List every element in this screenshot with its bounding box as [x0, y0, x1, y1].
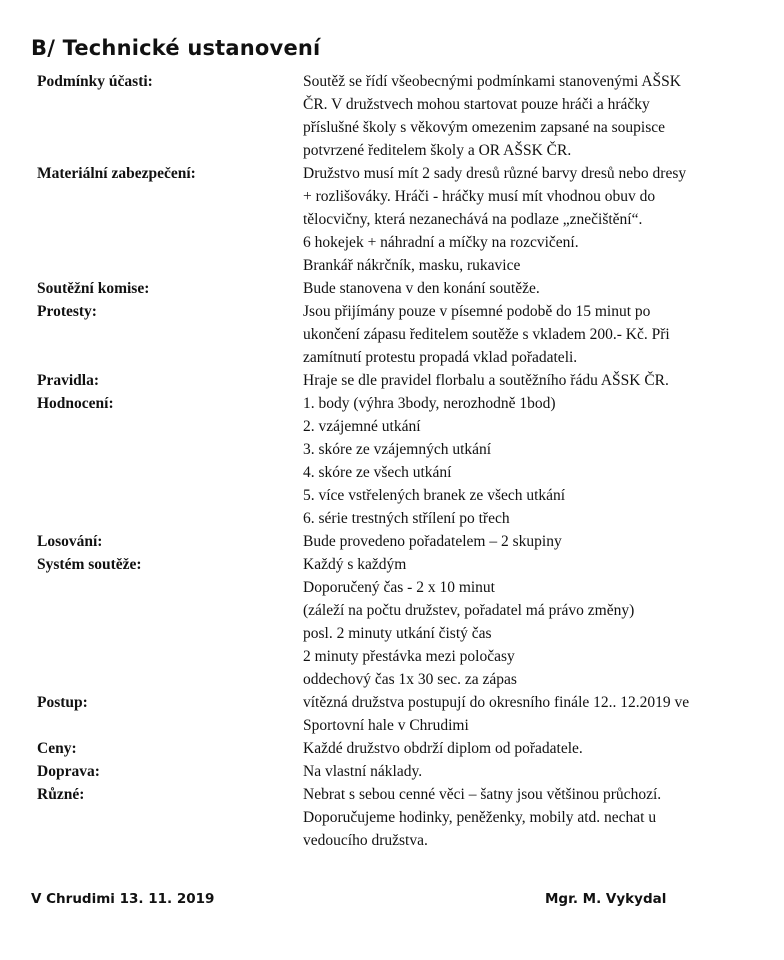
- rule-label: Postup:: [37, 694, 88, 711]
- rule-value-line: 1. body (výhra 3body, nerozhodně 1bod): [303, 395, 556, 412]
- rule-value: [303, 530, 757, 553]
- rule-value-line: ČR. V družstvech mohou startovat pouze hráči a hráčky: [303, 96, 650, 113]
- rule-value-line: Brankář nákrčník, masku, rukavice: [303, 257, 521, 274]
- rule-value-line: Hraje se dle pravidel florbalu a soutěžního řádu AŠSK ČR.: [303, 372, 669, 389]
- rule-value: [303, 70, 757, 162]
- rule-value: [303, 737, 757, 760]
- rule-value-line: Sportovní hale v Chrudimi: [303, 717, 469, 734]
- rule-row: [37, 369, 757, 392]
- rule-label: Podmínky účasti:: [37, 73, 153, 90]
- rule-value-line: Každé družstvo obdrží diplom od pořadatele.: [303, 740, 583, 757]
- rule-value: [303, 783, 757, 852]
- rule-row: [37, 737, 757, 760]
- rule-value-line: posl. 2 minuty utkání čistý čas: [303, 625, 492, 642]
- rule-label: Systém soutěže:: [37, 556, 142, 573]
- rule-row: [37, 783, 757, 852]
- rule-row: [37, 760, 757, 783]
- rule-value: [303, 392, 757, 530]
- rule-value-line: 5. více vstřelených branek ze všech utkání: [303, 487, 566, 504]
- rule-row: [37, 553, 757, 691]
- rule-value: [303, 369, 757, 392]
- rule-value-line: Jsou přijímány pouze v písemné podobě do 15 minut po: [303, 303, 651, 320]
- rule-value-line: příslušné školy s věkovým omezenim zapsané na soupisce: [303, 119, 666, 136]
- rule-value-line: 2 minuty přestávka mezi poločasy: [303, 648, 515, 665]
- rule-value-line: Nebrat s sebou cenné věci – šatny jsou většinou průchozí.: [303, 786, 662, 803]
- rule-value-line: 3. skóre ze vzájemných utkání: [303, 441, 492, 458]
- rule-label: Různé:: [37, 786, 85, 803]
- rule-value-line: vítězná družstva postupují do okresního finále 12.. 12.2019 ve: [303, 694, 690, 711]
- signature: Mgr. M. Vykydal: [545, 891, 667, 907]
- rule-value-line: 6. série trestných střílení po třech: [303, 510, 510, 527]
- rule-row: [37, 277, 757, 300]
- rule-value-line: Doporučujeme hodinky, peněženky, mobily atd. nechat u: [303, 809, 657, 826]
- rule-label: Pravidla:: [37, 372, 99, 389]
- rule-value-line: Soutěž se řídí všeobecnými podmínkami stanovenými AŠSK: [303, 73, 681, 90]
- rule-value: [303, 691, 757, 737]
- rule-value-line: vedoucího družstva.: [303, 832, 428, 849]
- rule-value-line: Družstvo musí mít 2 sady dresů různé barvy dresů nebo dresy: [303, 165, 687, 182]
- rule-value-line: Každý s každým: [303, 556, 407, 573]
- rule-value-line: potvrzené ředitelem školy a OR AŠSK ČR.: [303, 142, 572, 159]
- rule-label: Protesty:: [37, 303, 97, 320]
- rule-value: [303, 277, 757, 300]
- rule-value-line: 2. vzájemné utkání: [303, 418, 421, 435]
- rule-row: [37, 691, 757, 737]
- rule-label: Doprava:: [37, 763, 100, 780]
- rule-label: Materiální zabezpečení:: [37, 165, 196, 182]
- rule-value-line: tělocvičny, která nezanechává na podlaze „znečištění“.: [303, 211, 643, 228]
- rule-value-line: Bude provedeno pořadatelem – 2 skupiny: [303, 533, 562, 550]
- rule-value: [303, 553, 757, 691]
- rule-value: [303, 162, 757, 277]
- rule-row: [37, 70, 757, 162]
- rule-value: [303, 300, 757, 369]
- rule-label: Hodnocení:: [37, 395, 114, 412]
- rule-row: [37, 300, 757, 369]
- rules-table: [37, 70, 757, 852]
- rule-value-line: Bude stanovena v den konání soutěže.: [303, 280, 540, 297]
- rule-value-line: (záleží na počtu družstev, pořadatel má právo změny): [303, 602, 635, 619]
- rule-row: [37, 392, 757, 530]
- rule-value-line: 6 hokejek + náhradní a míčky na rozcvičení.: [303, 234, 579, 251]
- rule-value-line: ukončení zápasu ředitelem soutěže s vkladem 200.- Kč. Při: [303, 326, 670, 343]
- rule-label: Ceny:: [37, 740, 77, 757]
- section-heading: B/ Technické ustanovení: [31, 36, 321, 60]
- rule-value-line: oddechový čas 1x 30 sec. za zápas: [303, 671, 517, 688]
- rule-value-line: Na vlastní náklady.: [303, 763, 423, 780]
- rule-value-line: Doporučený čas - 2 x 10 minut: [303, 579, 495, 596]
- rule-value-line: 4. skóre ze všech utkání: [303, 464, 452, 481]
- rule-label: Losování:: [37, 533, 103, 550]
- rule-value-line: + rozlišováky. Hráči - hráčky musí mít vhodnou obuv do: [303, 188, 656, 205]
- rule-row: [37, 162, 757, 277]
- rule-label: Soutěžní komise:: [37, 280, 150, 297]
- place-date: V Chrudimi 13. 11. 2019: [31, 891, 215, 907]
- rule-row: [37, 530, 757, 553]
- rule-value: [303, 760, 757, 783]
- rule-value-line: zamítnutí protestu propadá vklad pořadateli.: [303, 349, 578, 366]
